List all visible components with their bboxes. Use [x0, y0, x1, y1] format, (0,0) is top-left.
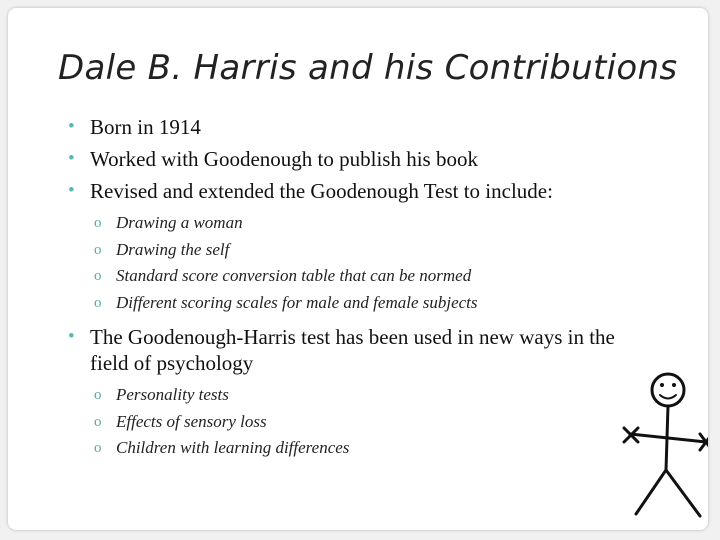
bullet-item: [60, 178, 630, 204]
bullet-text: Revised and extended the Goodenough Test to include:: [90, 179, 553, 203]
sub-item: [60, 210, 630, 237]
bullet-item: [60, 146, 630, 172]
sub-marker: o: [94, 413, 102, 430]
sub-item: [60, 382, 630, 409]
sub-text: Different scoring scales for male and female subjects: [116, 292, 478, 312]
sub-item: [60, 435, 630, 462]
bullet-marker: •: [68, 148, 75, 169]
sub-list: [60, 382, 630, 462]
bullet-text: Born in 1914: [90, 115, 201, 139]
sub-text: Effects of sensory loss: [116, 411, 267, 431]
slide-content: [60, 114, 630, 470]
bullet-marker: •: [68, 180, 75, 201]
sub-list: [60, 210, 630, 316]
sub-item: [60, 263, 630, 290]
stick-figure-icon: [616, 368, 708, 528]
sub-text: Drawing a woman: [116, 213, 243, 232]
slide-title: Dale B. Harris and his Contributions: [58, 48, 678, 88]
sub-marker: o: [94, 387, 102, 403]
sub-item: [60, 237, 630, 264]
sub-item: [60, 409, 630, 436]
sub-marker: o: [94, 294, 102, 311]
sub-item: [60, 290, 630, 317]
sub-text: Personality tests: [116, 385, 229, 404]
sub-marker: o: [94, 241, 102, 258]
sub-text: Drawing the self: [116, 239, 230, 259]
slide: [8, 8, 708, 530]
bullet-marker: •: [68, 326, 75, 347]
bullet-text: The Goodenough-Harris test has been used in new ways in the field of psychology: [90, 325, 615, 375]
sub-marker: o: [94, 268, 102, 284]
sub-text: Children with learning differences: [116, 438, 350, 457]
bullet-marker: •: [68, 116, 75, 137]
bullet-item: [60, 114, 630, 140]
sub-marker: o: [94, 440, 102, 456]
sub-text: Standard score conversion table that can be normed: [116, 266, 472, 285]
bullet-item: [60, 324, 630, 376]
sub-marker: o: [94, 215, 102, 231]
bullet-text: Worked with Goodenough to publish his book: [90, 147, 478, 171]
